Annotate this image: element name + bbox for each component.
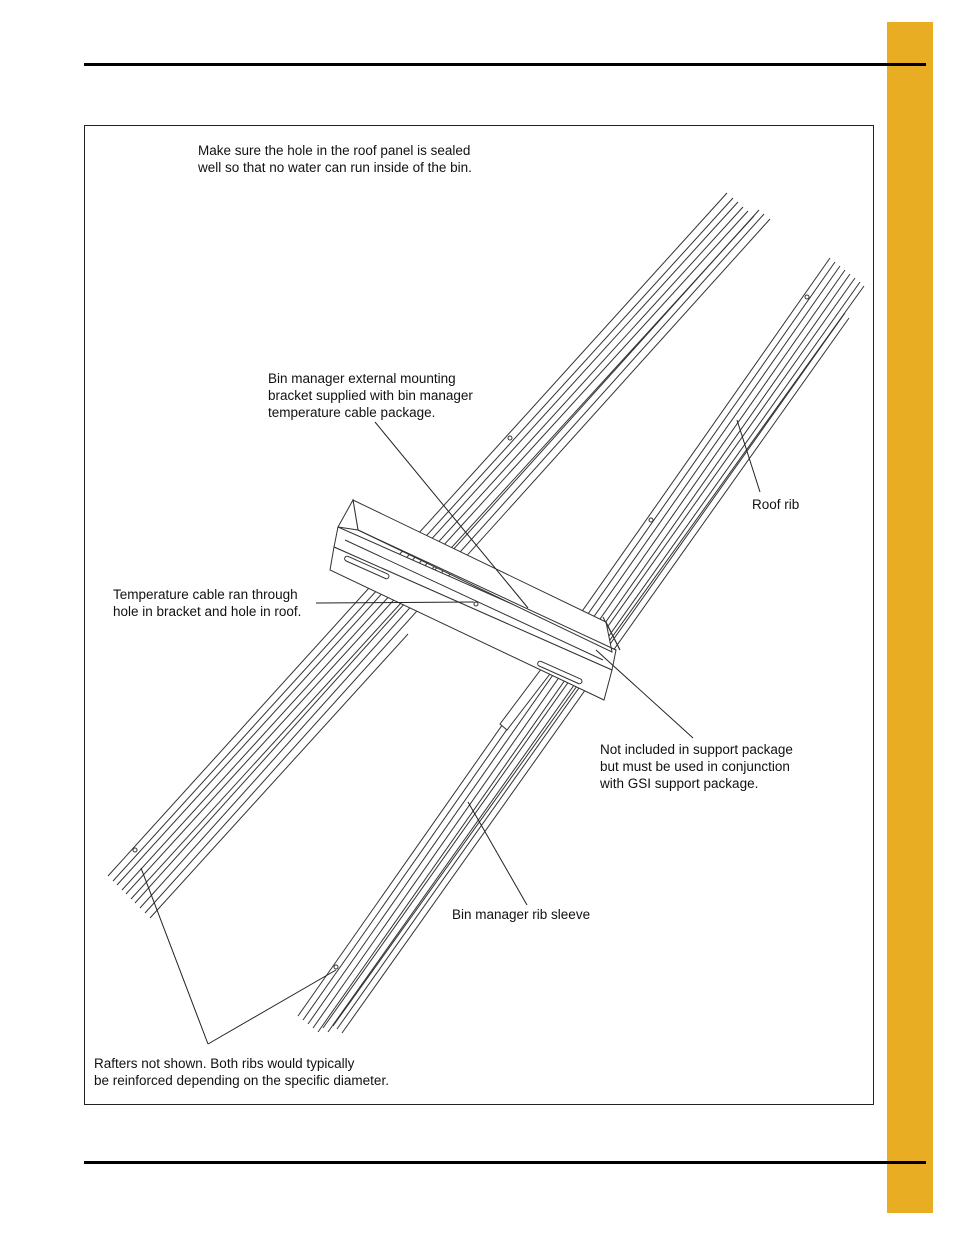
mounting-bracket — [330, 500, 620, 700]
temperature-cable-callout: Temperature cable ran through hole in bracket and hole in roof. — [113, 587, 302, 619]
rib-sleeve-callout: Bin manager rib sleeve — [452, 907, 591, 922]
bracket-callout: Bin manager external mounting bracket supplied with bin manager temperature cable package. — [268, 371, 473, 420]
sealed-hole-note: Make sure the hole in the roof panel is sealed well so that no water can run inside of the bin. — [198, 143, 472, 175]
leader-lines — [141, 420, 760, 1044]
rafters-callout: Rafters not shown. Both ribs would typically be reinforced depending on the specific diameter. — [94, 1056, 389, 1088]
roof-rib-callout: Roof rib — [752, 497, 800, 512]
not-included-callout: Not included in support package but must be used in conjunction with GSI support package. — [600, 742, 793, 791]
footer-rule — [84, 1161, 926, 1164]
